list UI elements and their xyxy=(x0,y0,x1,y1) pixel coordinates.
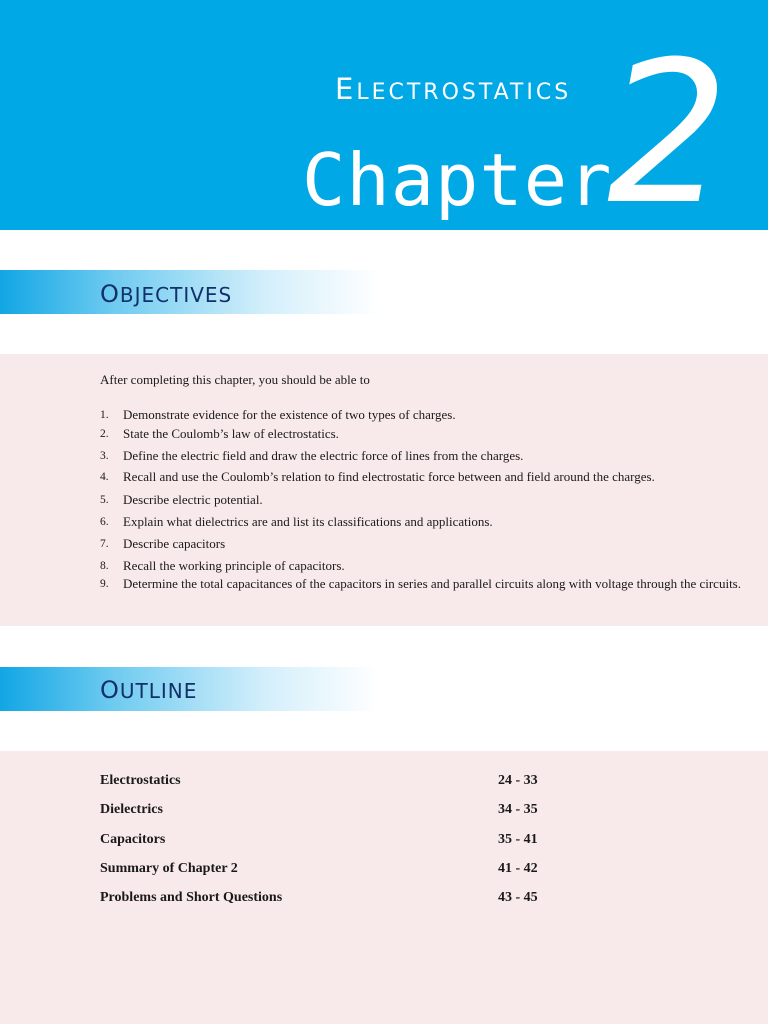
objective-text: State the Coulomb’s law of electrostatics. xyxy=(123,426,339,441)
objective-text: Determine the total capacitances of the capacitors in series and parallel circuits along with voltage through the circuits. xyxy=(123,576,741,591)
outline-row xyxy=(100,890,560,912)
objectives-intro: After completing this chapter, you should be able to xyxy=(100,372,370,387)
outline-topic: Dielectrics xyxy=(100,802,163,817)
outline-row xyxy=(100,832,560,854)
outline-row xyxy=(100,773,560,795)
objectives-heading-rest: BJECTIVES xyxy=(119,283,233,307)
outline-topic: Problems and Short Questions xyxy=(100,890,283,905)
objective-number: 2. xyxy=(100,428,109,440)
outline-heading-rest: UTLINE xyxy=(119,679,198,703)
outline-topic: Electrostatics xyxy=(100,773,181,788)
outline-heading-initial: O xyxy=(100,676,120,704)
outline-pages: 35 - 41 xyxy=(498,832,538,847)
objective-text: Define the electric field and draw the electric force of lines from the charges. xyxy=(123,448,524,463)
chapter-number: 2 xyxy=(585,20,751,248)
objective-number: 3. xyxy=(100,450,109,462)
objective-number: 6. xyxy=(100,516,109,528)
chapter-subject xyxy=(335,72,571,106)
objective-number: 9. xyxy=(100,578,109,590)
objective-text: Recall and use the Coulomb’s relation to find electrostatic force between and field around the charges. xyxy=(123,469,655,484)
objective-text: Describe capacitors xyxy=(123,536,226,551)
objective-number: 8. xyxy=(100,560,109,572)
subject-rest: LECTROSTATICS xyxy=(356,80,572,105)
objective-number: 7. xyxy=(100,538,109,550)
objectives-heading-initial: O xyxy=(100,280,120,308)
objective-text: Demonstrate evidence for the existence of two types of charges. xyxy=(123,407,456,422)
outline-topic: Summary of Chapter 2 xyxy=(100,861,238,876)
outline-row xyxy=(100,802,560,824)
objectives-heading xyxy=(100,280,232,308)
objective-number: 4. xyxy=(100,471,109,483)
objective-text: Describe electric potential. xyxy=(123,492,263,507)
chapter-label: Chapter xyxy=(302,138,613,222)
objective-number: 5. xyxy=(100,494,109,506)
outline-topic: Capacitors xyxy=(100,832,166,847)
outline-pages: 43 - 45 xyxy=(498,890,538,905)
chapter-banner xyxy=(0,0,768,248)
objective-text: Explain what dielectrics are and list its classifications and applications. xyxy=(123,514,493,529)
objective-number: 1. xyxy=(100,409,109,421)
objective-text: Recall the working principle of capacitors. xyxy=(123,558,345,573)
outline-pages: 24 - 33 xyxy=(498,773,538,788)
outline-pages: 34 - 35 xyxy=(498,802,538,817)
outline-heading xyxy=(100,676,197,704)
subject-initial: E xyxy=(335,72,357,106)
outline-row xyxy=(100,861,560,883)
outline-pages: 41 - 42 xyxy=(498,861,538,876)
